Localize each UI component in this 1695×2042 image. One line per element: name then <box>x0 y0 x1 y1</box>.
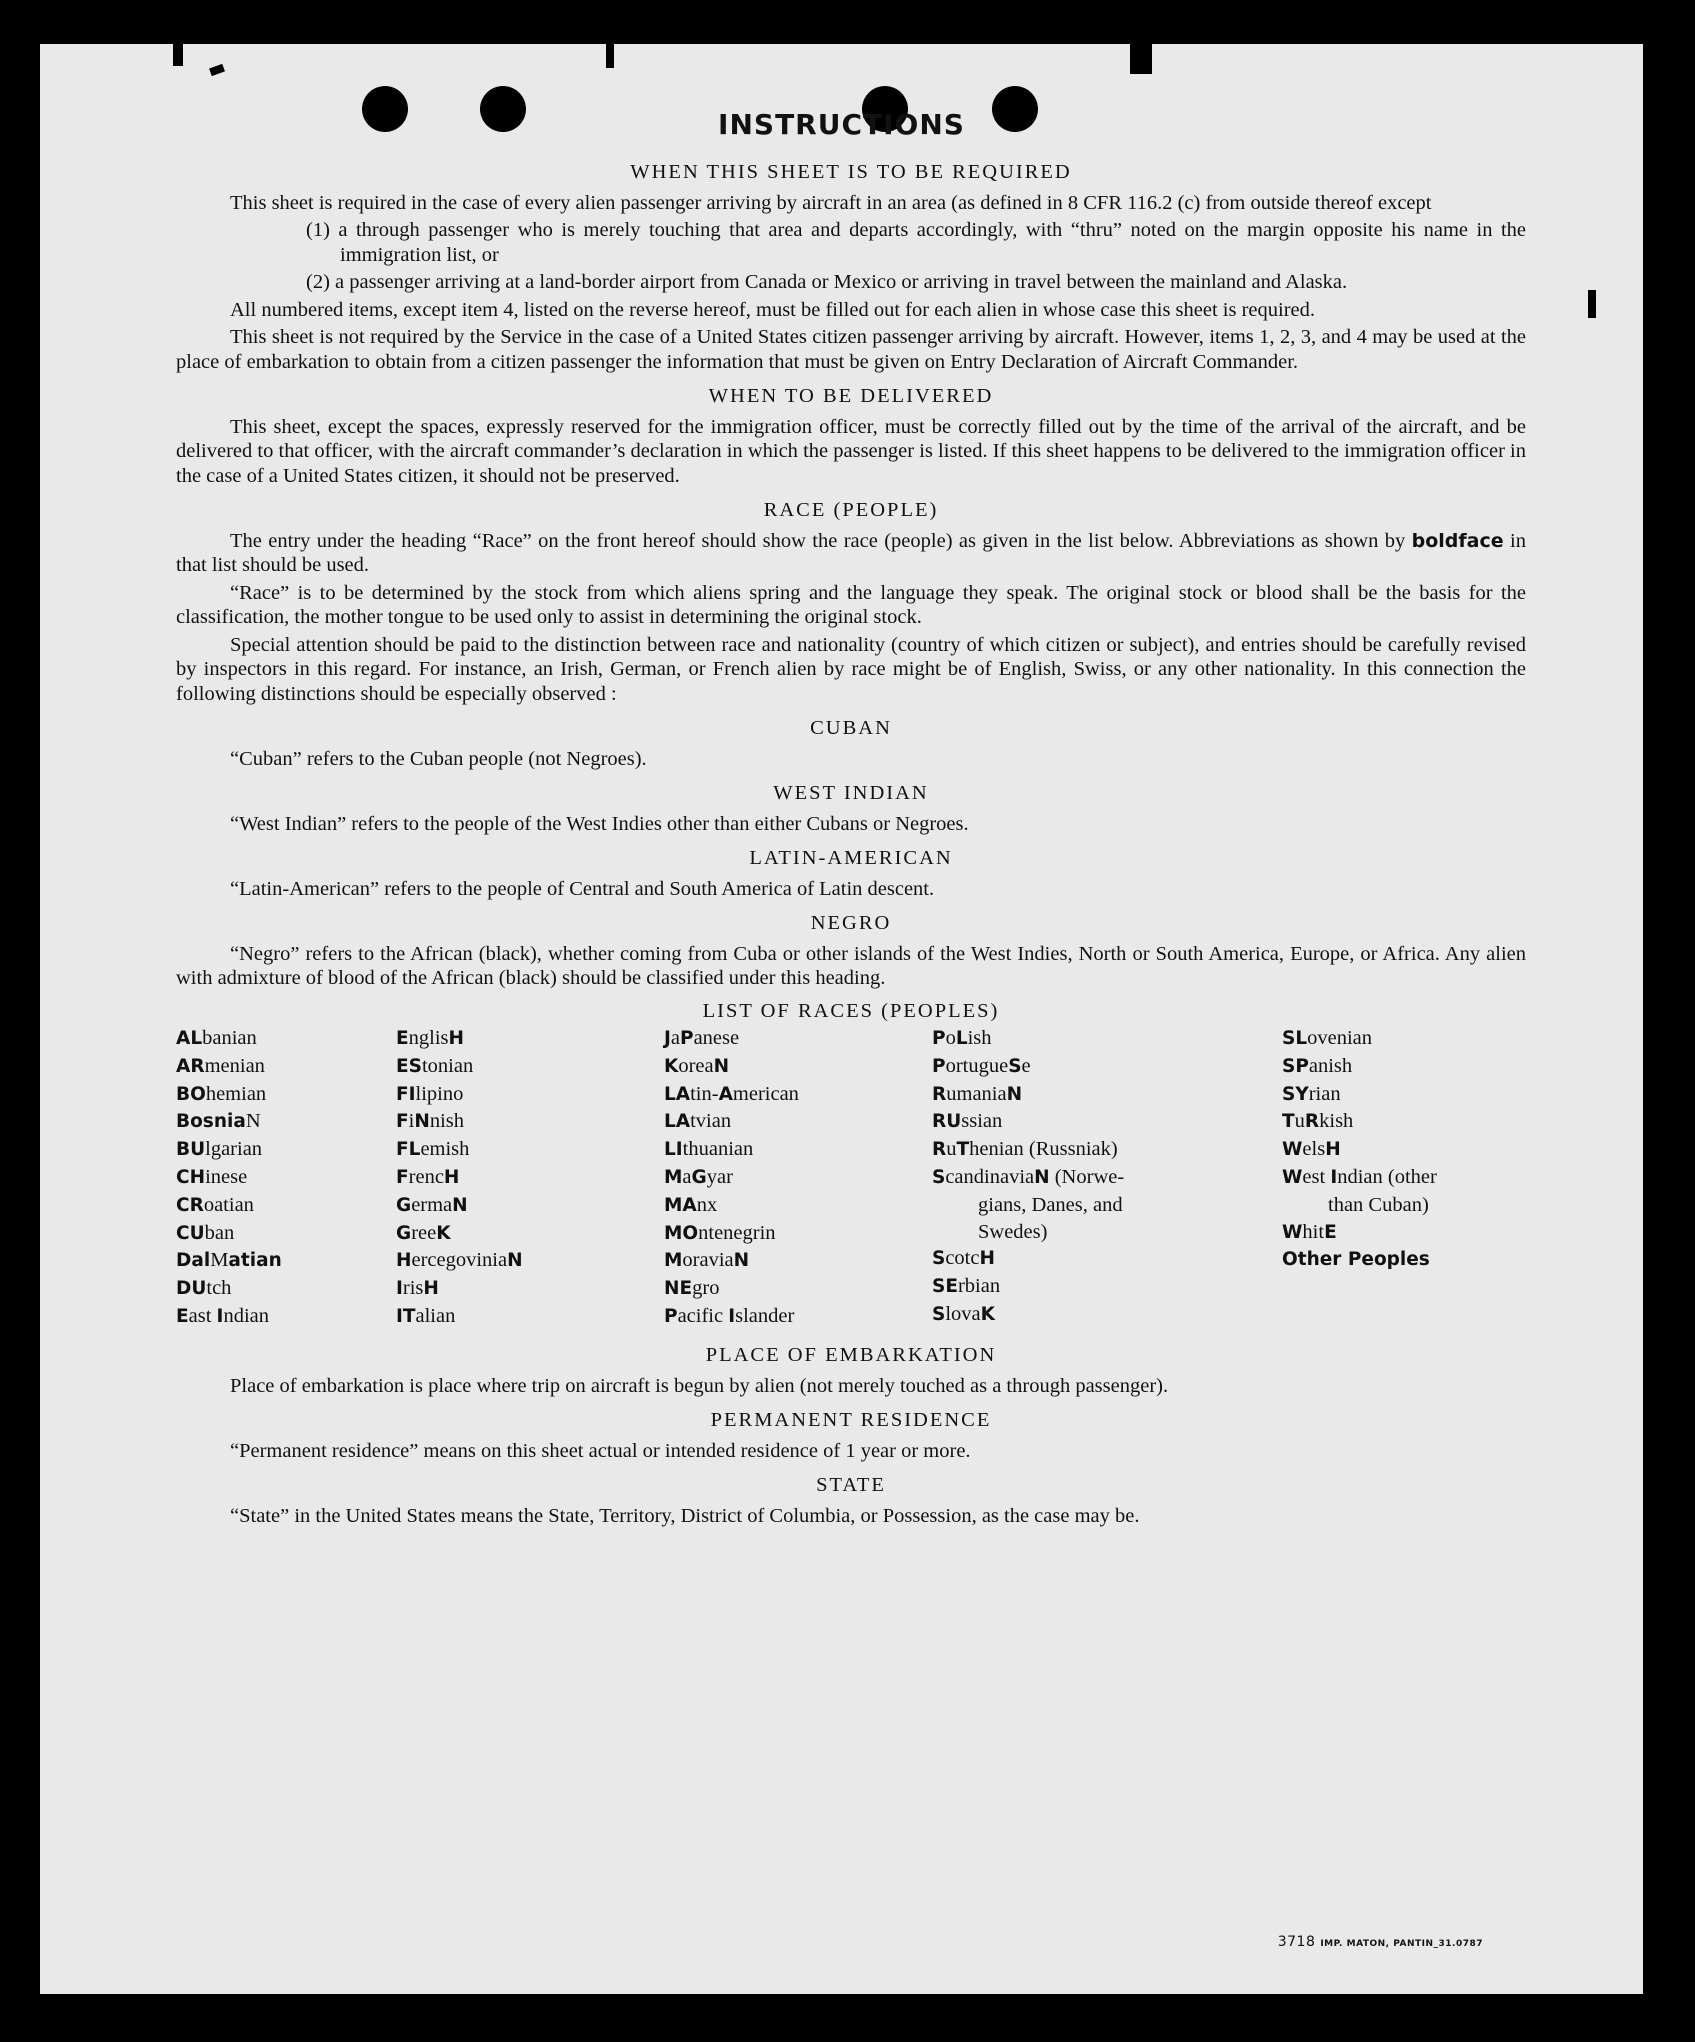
race-column <box>176 1025 282 1331</box>
race-rest: yar <box>706 1165 733 1188</box>
race-entry <box>1282 1053 1437 1081</box>
race-entry <box>176 1164 282 1192</box>
race-entry <box>396 1053 523 1081</box>
race-abbrev: FL <box>396 1139 421 1161</box>
race-abbrev: W <box>1282 1139 1303 1161</box>
race-abbrev: BU <box>176 1139 206 1161</box>
race-abbrev: Bosnia <box>176 1111 246 1133</box>
race-abbrev: N <box>733 1250 750 1272</box>
race-rest: a <box>670 1027 680 1049</box>
race-abbrev: Dal <box>176 1250 211 1272</box>
race-rest: hit <box>1302 1220 1325 1243</box>
race-abbrev: I <box>396 1278 403 1300</box>
race-abbrev: S <box>932 1303 946 1325</box>
section-heading: PERMANENT RESIDENCE <box>710 1409 992 1431</box>
race-abbrev: P <box>680 1028 694 1049</box>
race-entry <box>396 1108 523 1136</box>
race-rest: a <box>682 1165 692 1188</box>
race-entry <box>932 1245 1124 1273</box>
race-rest: ortugue <box>945 1054 1009 1077</box>
section-heading: RACE (PEOPLE) <box>763 499 939 521</box>
race-rest: thuanian <box>682 1138 754 1161</box>
race-entry <box>176 1108 282 1136</box>
race-entry <box>1282 1136 1437 1164</box>
race-abbrev: AL <box>176 1028 203 1049</box>
race-rest: oatian <box>203 1193 254 1216</box>
scan-mark <box>1588 290 1596 318</box>
race-abbrev: S <box>932 1248 946 1270</box>
form-number: 3718 <box>1277 1934 1316 1950</box>
section-heading: WHEN THIS SHEET IS TO BE REQUIRED <box>630 161 1072 183</box>
section-heading: STATE <box>816 1474 886 1496</box>
race-entry <box>176 1303 282 1331</box>
race-entry <box>396 1192 523 1220</box>
race-abbrev: SL <box>1282 1028 1308 1049</box>
race-abbrev: G <box>691 1166 707 1188</box>
race-abbrev: I <box>1330 1166 1338 1188</box>
race-abbrev: ES <box>396 1055 422 1077</box>
race-rest: gians, Danes, and <box>978 1193 1123 1216</box>
race-entry <box>176 1081 282 1109</box>
race-rest: alian <box>415 1304 456 1327</box>
race-entry <box>1282 1025 1437 1053</box>
race-rest: lgarian <box>205 1138 263 1161</box>
paragraph: “Latin-American” refers to the people of Central and South America of Latin descent. <box>230 877 935 900</box>
race-entry <box>664 1053 799 1081</box>
race-entry <box>932 1301 1124 1329</box>
race-entry <box>664 1247 799 1275</box>
race-abbrev: S <box>1008 1055 1022 1077</box>
race-rest: merican <box>732 1082 799 1105</box>
race-abbrev: K <box>664 1055 679 1077</box>
race-abbrev: DU <box>176 1278 207 1300</box>
race-entry <box>396 1247 523 1275</box>
race-rest: i <box>408 1110 415 1133</box>
race-abbrev: I <box>216 1305 224 1327</box>
race-entry <box>932 1025 1124 1053</box>
race-entry <box>932 1192 1124 1219</box>
race-entry <box>1282 1246 1437 1274</box>
race-entry <box>932 1273 1124 1301</box>
race-entry <box>664 1136 799 1164</box>
paragraph: “Cuban” refers to the Cuban people (not Negroes). <box>230 747 647 770</box>
race-abbrev: N <box>713 1055 730 1077</box>
race-column <box>1282 1025 1437 1274</box>
page-title: INSTRUCTIONS <box>718 108 965 141</box>
race-rest: nx <box>696 1193 718 1216</box>
printer-imprint <box>1278 1934 1483 1950</box>
race-rest: ish <box>967 1027 992 1049</box>
race-abbrev: RU <box>932 1111 962 1133</box>
text-run: in that list should be used. <box>176 529 1526 576</box>
race-entry <box>664 1108 799 1136</box>
race-abbrev: SP <box>1282 1055 1309 1077</box>
race-abbrev: atian <box>228 1250 282 1272</box>
race-entry <box>1282 1192 1437 1219</box>
race-abbrev: SY <box>1282 1083 1309 1105</box>
race-entry <box>176 1025 282 1053</box>
race-entry <box>932 1136 1124 1164</box>
race-abbrev: H <box>979 1248 995 1270</box>
race-rest: henian (Russniak) <box>969 1138 1118 1161</box>
race-entry <box>932 1081 1124 1109</box>
race-rest: erma <box>411 1193 453 1216</box>
section-heading: WHEN TO BE DELIVERED <box>708 385 994 407</box>
race-abbrev: MO <box>664 1222 699 1244</box>
race-rest: anese <box>693 1027 740 1049</box>
race-abbrev: R <box>1304 1111 1320 1133</box>
race-abbrev: Other Peoples <box>1282 1249 1430 1271</box>
race-abbrev: CU <box>176 1222 205 1244</box>
paragraph: “West Indian” refers to the people of the West Indies other than either Cubans or Negroes. <box>230 812 969 835</box>
race-entry <box>664 1025 799 1053</box>
race-abbrev: H <box>423 1278 439 1300</box>
race-abbrev: F <box>396 1166 409 1188</box>
race-rest: nglis <box>408 1027 449 1049</box>
race-abbrev: AR <box>176 1055 205 1077</box>
race-rest: est <box>1302 1165 1331 1188</box>
section-heading: CUBAN <box>810 717 892 739</box>
race-rest: banian <box>202 1027 257 1049</box>
race-rest: rian <box>1308 1082 1341 1105</box>
section-heading: LATIN-AMERICAN <box>749 847 953 869</box>
list-item: (2) a passenger arriving at a land-border airport from Canada or Mexico or arriving in travel between the mainland and Alaska. <box>306 271 1348 293</box>
scan-mark <box>1130 44 1152 74</box>
race-entry <box>664 1303 799 1331</box>
race-abbrev: MA <box>664 1194 697 1216</box>
race-abbrev: H <box>396 1250 412 1272</box>
race-entry <box>1282 1219 1437 1247</box>
race-abbrev: K <box>980 1303 995 1325</box>
race-entry <box>932 1108 1124 1136</box>
race-abbrev: CH <box>176 1166 206 1188</box>
race-column <box>396 1025 523 1331</box>
scan-mark <box>606 44 614 68</box>
race-abbrev: N <box>1034 1166 1050 1188</box>
printer-name: IMP. MATON, PANTIN_31.0787 <box>1320 1939 1483 1949</box>
race-rest: tvian <box>690 1110 732 1133</box>
race-rest: rbian <box>957 1275 1001 1298</box>
race-abbrev: LA <box>664 1083 691 1105</box>
section-heading: LIST OF RACES (PEOPLES) <box>702 999 1000 1022</box>
race-abbrev: SE <box>932 1276 958 1298</box>
race-entry <box>664 1275 799 1303</box>
race-rest: ovenian <box>1307 1027 1373 1049</box>
race-entry <box>664 1164 799 1192</box>
race-list <box>176 1025 1526 1333</box>
race-rest: ris <box>402 1277 424 1300</box>
race-rest: kish <box>1319 1110 1354 1133</box>
race-rest: acific <box>677 1304 729 1327</box>
race-abbrev: S <box>932 1166 946 1188</box>
race-column <box>932 1025 1124 1329</box>
race-abbrev: I <box>728 1305 736 1327</box>
document-sheet <box>40 44 1643 1994</box>
race-abbrev: T <box>956 1139 970 1161</box>
race-abbrev: P <box>664 1305 678 1327</box>
race-entry <box>396 1025 523 1053</box>
race-abbrev: CR <box>176 1194 204 1216</box>
race-rest: menian <box>204 1054 265 1077</box>
race-entry <box>1282 1164 1437 1192</box>
race-abbrev: K <box>436 1222 451 1244</box>
race-abbrev: LI <box>664 1139 683 1161</box>
race-entry <box>396 1220 523 1248</box>
paragraph: “Permanent residence” means on this sheet actual or intended residence of 1 year or more. <box>230 1439 971 1462</box>
race-abbrev: N <box>452 1194 468 1216</box>
race-entry <box>664 1220 799 1248</box>
race-rest: orea <box>678 1054 714 1077</box>
race-rest: ree <box>411 1221 437 1244</box>
race-abbrev: E <box>1324 1221 1337 1243</box>
race-rest: hemian <box>205 1082 267 1105</box>
race-entry <box>396 1136 523 1164</box>
race-rest: ast <box>188 1304 217 1327</box>
race-rest: anish <box>1308 1054 1353 1077</box>
race-entry <box>176 1136 282 1164</box>
race-rest: tonian <box>421 1054 474 1077</box>
scan-mark <box>173 44 183 66</box>
race-rest: lipino <box>415 1082 464 1105</box>
paragraph: Place of embarkation is place where trip on aircraft is begun by alien (not merely touched as a through passenger). <box>230 1374 1169 1397</box>
race-rest: o <box>945 1027 956 1049</box>
race-abbrev: H <box>443 1166 460 1188</box>
race-abbrev: P <box>932 1028 946 1049</box>
race-entry <box>176 1220 282 1248</box>
race-abbrev: G <box>396 1222 412 1244</box>
paragraph: All numbered items, except item 4, listed on the reverse hereof, must be filled out for each alien in whose case this sheet is required. <box>230 298 1316 321</box>
race-rest: inese <box>205 1165 248 1188</box>
race-rest: cotc <box>945 1247 980 1270</box>
race-abbrev: A <box>718 1083 733 1105</box>
paragraph: “State” in the United States means the State, Territory, District of Columbia, or Possession, as the case may be. <box>230 1504 1140 1527</box>
section-heading: PLACE OF EMBARKATION <box>705 1344 997 1366</box>
race-rest: N <box>245 1110 261 1133</box>
race-rest: ndian (other <box>1337 1165 1437 1188</box>
race-entry <box>932 1164 1124 1192</box>
race-abbrev: N <box>414 1111 430 1133</box>
race-entry <box>1282 1081 1437 1109</box>
race-rest: lova <box>945 1302 981 1325</box>
race-rest: emish <box>420 1138 470 1161</box>
instructions-body <box>176 156 1526 1531</box>
text-run: The entry under the heading “Race” on the front hereof should show the race (people) as given in the list below. Abbreviations as shown by <box>230 529 1406 552</box>
race-rest: ban <box>204 1221 235 1244</box>
section-heading: NEGRO <box>810 912 892 934</box>
race-abbrev: NE <box>664 1278 693 1300</box>
race-abbrev: J <box>664 1028 671 1049</box>
race-entry <box>396 1303 523 1331</box>
scan-mark <box>209 64 225 76</box>
race-entry <box>932 1219 1124 1246</box>
race-rest: (Norwe- <box>1049 1165 1125 1188</box>
paragraph: “Negro” refers to the African (black), whether coming from Cuba or other islands of the West Indies, North or South America, Europe, or Africa. Any alien with admixture of blood of the African (black) should be classified under this heading. <box>176 942 1526 989</box>
race-abbrev: FI <box>396 1083 416 1105</box>
race-abbrev: R <box>932 1139 947 1161</box>
race-rest: ntenegrin <box>698 1221 776 1244</box>
race-column <box>664 1025 799 1331</box>
race-rest: nish <box>429 1110 465 1133</box>
race-entry <box>176 1192 282 1220</box>
race-abbrev: G <box>396 1194 412 1216</box>
race-rest: than Cuban) <box>1328 1193 1429 1216</box>
race-abbrev: IT <box>396 1305 416 1327</box>
race-abbrev: H <box>448 1028 464 1049</box>
race-abbrev: P <box>932 1055 946 1077</box>
race-abbrev: W <box>1282 1221 1303 1243</box>
race-abbrev: BO <box>176 1083 206 1105</box>
race-rest: umania <box>946 1082 1007 1105</box>
race-entry <box>176 1247 282 1275</box>
race-abbrev: T <box>1282 1111 1295 1133</box>
race-entry <box>664 1081 799 1109</box>
race-abbrev: F <box>396 1111 409 1133</box>
race-rest: candinavia <box>945 1165 1035 1188</box>
race-rest: u <box>946 1138 957 1161</box>
race-abbrev: M <box>664 1250 683 1272</box>
paragraph <box>176 529 1526 578</box>
race-abbrev: R <box>932 1083 947 1105</box>
race-rest: ndian <box>223 1304 269 1327</box>
race-rest: u <box>1294 1110 1305 1133</box>
race-abbrev: N <box>1006 1083 1023 1105</box>
race-rest: M <box>210 1249 229 1272</box>
paragraph: This sheet, except the spaces, expressly reserved for the immigration officer, must be correctly filled out by the time of the arrival of the aircraft, and be delivered to that officer, with the aircraft commander’s declaration in which the passenger is listed. If this sheet happens to be delivered to the immigration officer in the case of a United States citizen, it should not be preserved. <box>176 415 1526 487</box>
race-entry <box>396 1275 523 1303</box>
race-rest: slander <box>735 1304 795 1327</box>
race-abbrev: N <box>507 1250 523 1272</box>
race-rest: gro <box>692 1277 720 1300</box>
race-abbrev: M <box>664 1166 683 1188</box>
race-entry <box>176 1053 282 1081</box>
paragraph: This sheet is not required by the Service in the case of a United States citizen passenger arriving by aircraft. However, items 1, 2, 3, and 4 may be used at the place of embarkation to obtain from a citizen passenger the information that must be given on Entry Declaration of Aircraft Commander. <box>176 326 1526 373</box>
race-abbrev: H <box>1325 1139 1341 1161</box>
race-entry <box>1282 1108 1437 1136</box>
race-rest: renc <box>408 1165 444 1188</box>
race-entry <box>396 1164 523 1192</box>
race-abbrev: E <box>396 1028 409 1049</box>
race-entry <box>664 1192 799 1220</box>
race-rest: tch <box>206 1277 232 1300</box>
paragraph: This sheet is required in the case of every alien passenger arriving by aircraft in an area (as defined in 8 CFR 116.2 (c) from outside thereof except <box>230 191 1432 214</box>
race-rest: els <box>1302 1138 1326 1161</box>
race-rest: e <box>1021 1054 1031 1077</box>
race-entry <box>176 1275 282 1303</box>
race-rest: oravia <box>682 1249 734 1272</box>
paragraph: Special attention should be paid to the distinction between race and nationality (country of which citizen or subject), and entries should be carefully revised by inspectors in this regard. For instance, an Irish, German, or French alien by race might be of English, Swiss, or any other nationality. In this connection the following distinctions should be especially observed : <box>176 633 1526 705</box>
race-rest: Swedes) <box>978 1220 1048 1243</box>
race-abbrev: L <box>955 1028 968 1049</box>
race-abbrev: E <box>176 1305 189 1327</box>
paragraph: “Race” is to be determined by the stock from which aliens spring and the language they speak. The original stock or blood shall be the basis for the classification, the mother tongue to be used only to assist in determining the original stock. <box>176 581 1526 628</box>
race-rest: tin- <box>690 1082 719 1105</box>
race-abbrev: LA <box>664 1111 691 1133</box>
race-rest: ercegovinia <box>411 1249 508 1272</box>
section-heading: WEST INDIAN <box>773 782 929 804</box>
race-rest: ssian <box>961 1110 1003 1133</box>
list-item: (1) a through passenger who is merely touching that area and departs accordingly, with “thru” noted on the margin opposite his name in the immigration list, or <box>306 219 1526 266</box>
boldface-word: boldface <box>1411 529 1504 552</box>
race-entry <box>396 1081 523 1109</box>
race-abbrev: W <box>1282 1166 1303 1188</box>
race-entry <box>932 1053 1124 1081</box>
